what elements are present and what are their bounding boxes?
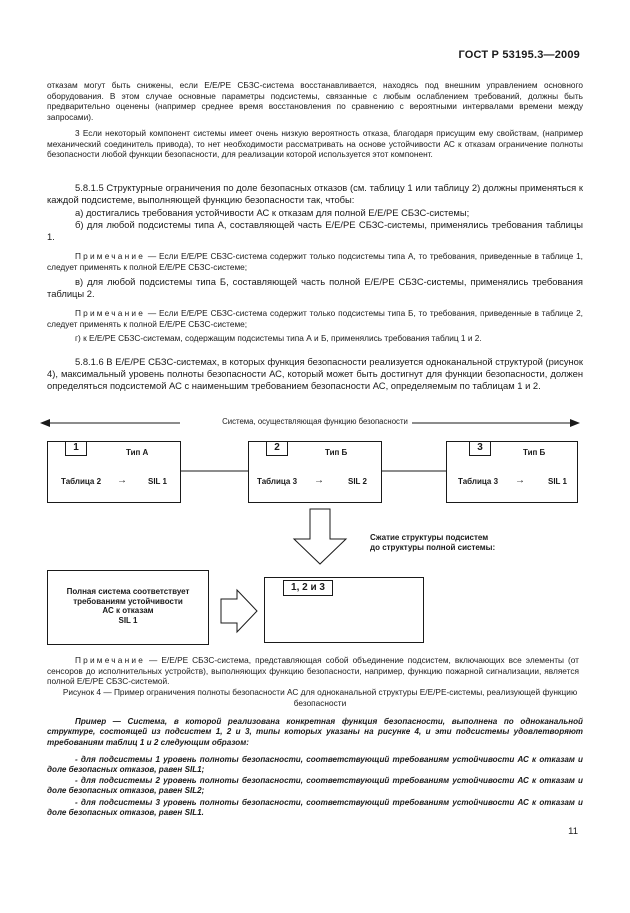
result-line: АС к отказам bbox=[102, 606, 154, 616]
subsystem-table: Таблица 3 bbox=[257, 477, 298, 486]
subsystem-type: Тип Б bbox=[325, 448, 348, 457]
example-item: - для подсистемы 2 уровень полноты безопасности, соответствующий требованиям устойчивости АС к отказам и доле безопасных отказов, равен SIL2; bbox=[47, 776, 583, 796]
note-2-label: Примечание bbox=[75, 308, 146, 318]
compress-label-2: до структуры полной системы: bbox=[370, 543, 496, 552]
figure-caption: Рисунок 4 — Пример ограничения полноты безопасности АС для одноканальной структуры Е/Е/РЕ-системы, реализующей функцию безопасности bbox=[62, 687, 578, 708]
right-arrow-icon: → bbox=[515, 475, 525, 486]
compress-label-1: Сжатие структуры подсистем bbox=[370, 533, 489, 542]
subsystem-number: 3 bbox=[469, 441, 491, 456]
subsystem-number: 2 bbox=[266, 441, 288, 456]
paragraph-continuation: отказам могут быть снижены, если Е/Е/РЕ СБЗС-система восстанавливается, находясь под внешним управлением основного оборудования. В этом случае основные параметры подсистемы, связанные с любым ослаблением требований, должны быть предварительно оценены (например среднее время восстановления по сравнению с вероятными интервалами времени между запросами). bbox=[47, 80, 583, 122]
example-item: - для подсистемы 1 уровень полноты безопасности, соответствующий требованиям устойчивости АС к отказам и доле безопасных отказов, равен SIL1; bbox=[47, 755, 583, 775]
note-1-label: Примечание bbox=[75, 251, 146, 261]
item-v: в) для любой подсистемы типа Б, составляющей часть полной Е/Е/РЕ СБЗС-системы, применялись требования таблицы 2. bbox=[47, 276, 583, 299]
result-line: SIL 1 bbox=[118, 615, 138, 625]
subsystem-sil: SIL 1 bbox=[548, 477, 567, 486]
figure-note bbox=[47, 655, 579, 687]
combined-system-label: 1, 2 и 3 bbox=[283, 580, 333, 596]
document-header: ГОСТ Р 53195.3—2009 bbox=[458, 49, 580, 61]
subsystem-table: Таблица 3 bbox=[458, 477, 499, 486]
subsystem-sil: SIL 2 bbox=[348, 477, 367, 486]
example-item: - для подсистемы 3 уровень полноты безопасности, соответствующий требованиям устойчивости АС к отказам и доле безопасных отказов, равен SIL1. bbox=[47, 798, 583, 818]
item-b: б) для любой подсистемы типа А, составляющей часть Е/Е/РЕ СБЗС-системы, применялись требования таблицы 1. bbox=[47, 219, 583, 242]
subsystem-box bbox=[47, 441, 181, 503]
subsystem-type: Тип А bbox=[126, 448, 149, 457]
clause-5-8-1-5: 5.8.1.5 Структурные ограничения по доле безопасных отказов (см. таблицу 1 или таблицу 2) должны применяться к каждой подсистеме, выполняющей функцию безопасности так, чтобы: bbox=[47, 182, 583, 205]
subsystem-sil: SIL 1 bbox=[148, 477, 167, 486]
subsystem-box bbox=[446, 441, 578, 503]
item-g: г) к Е/Е/РЕ СБЗС-системам, содержащим подсистемы типа А и Б, применялись требования таблиц 1 и 2. bbox=[75, 333, 482, 343]
item-a: а) достигались требования устойчивости АС к отказам для полной Е/Е/РЕ СБЗС-системы; bbox=[75, 207, 470, 218]
page-number: 11 bbox=[568, 826, 578, 837]
subsystem-box bbox=[248, 441, 382, 503]
note-3-paragraph: 3 Если некоторый компонент системы имеет очень низкую вероятность отказа, благодаря присущим ему свойствам, (например механический соединитель привода), то нет необходимости рассматривать на основе устойчивости АС к отказам ограничение полноты безопасности любой функции безопасности, для реализации которой используется этот компонент. bbox=[47, 128, 583, 160]
subsystem-type: Тип Б bbox=[523, 448, 546, 457]
subsystem-number: 1 bbox=[65, 441, 87, 456]
right-arrow-icon: → bbox=[117, 475, 127, 486]
example-intro: Пример — Система, в которой реализована конкретная функция безопасности, выполнена по одноканальной структуре, состоящей из подсистем 1, 2 и 3, типы которых указаны на рисунке 4, и эти подсистемы удовлетворяют требованиям таблиц 1 и 2 следующим образом: bbox=[47, 717, 583, 747]
figure-note-label: Примечание bbox=[75, 655, 146, 665]
clause-5-8-1-6: 5.8.1.6 В Е/Е/РЕ СБЗС-системах, в которых функция безопасности реализуется одноканальной структурой (рисунок 4), максимальный уровень полноты безопасности АС, который может быть достигнут для функции безопасности, должен определяться подсистемой АС с наименьшим требованием безопасности АС, определяемым по таблицам 1 и 2. bbox=[47, 356, 583, 391]
diagram-top-label: Система, осуществляющая функцию безопасности bbox=[222, 417, 408, 426]
note-2-text: — Если Е/Е/РЕ СБЗС-система содержит только подсистемы типа Б, то требования, приведенные в таблице 2, следует применять к полной Е/Е/РЕ СБЗС-системе; bbox=[47, 308, 583, 329]
right-arrow-icon: → bbox=[314, 475, 324, 486]
full-system-result-box bbox=[47, 570, 209, 645]
combined-system-box bbox=[264, 577, 424, 643]
result-line: требованиям устойчивости bbox=[73, 596, 183, 606]
note-1-text: — Если Е/Е/РЕ СБЗС-система содержит только подсистемы типа А, то требования, приведенные в таблице 1, следует применять к полной Е/Е/РЕ СБЗС-системе; bbox=[47, 251, 583, 272]
figure-note-text: — Е/Е/РЕ СБЗС-система, представляющая собой объединение подсистем, включающих все элементы (от сенсоров до исполнительных устройств), выполняющих функцию безопасности, например, функцию пожарной сигнализации, является полной Е/Е/РЕ СБЗС-системой. bbox=[47, 655, 579, 687]
result-line: Полная система соответствует bbox=[66, 587, 190, 596]
subsystem-table: Таблица 2 bbox=[61, 477, 102, 486]
